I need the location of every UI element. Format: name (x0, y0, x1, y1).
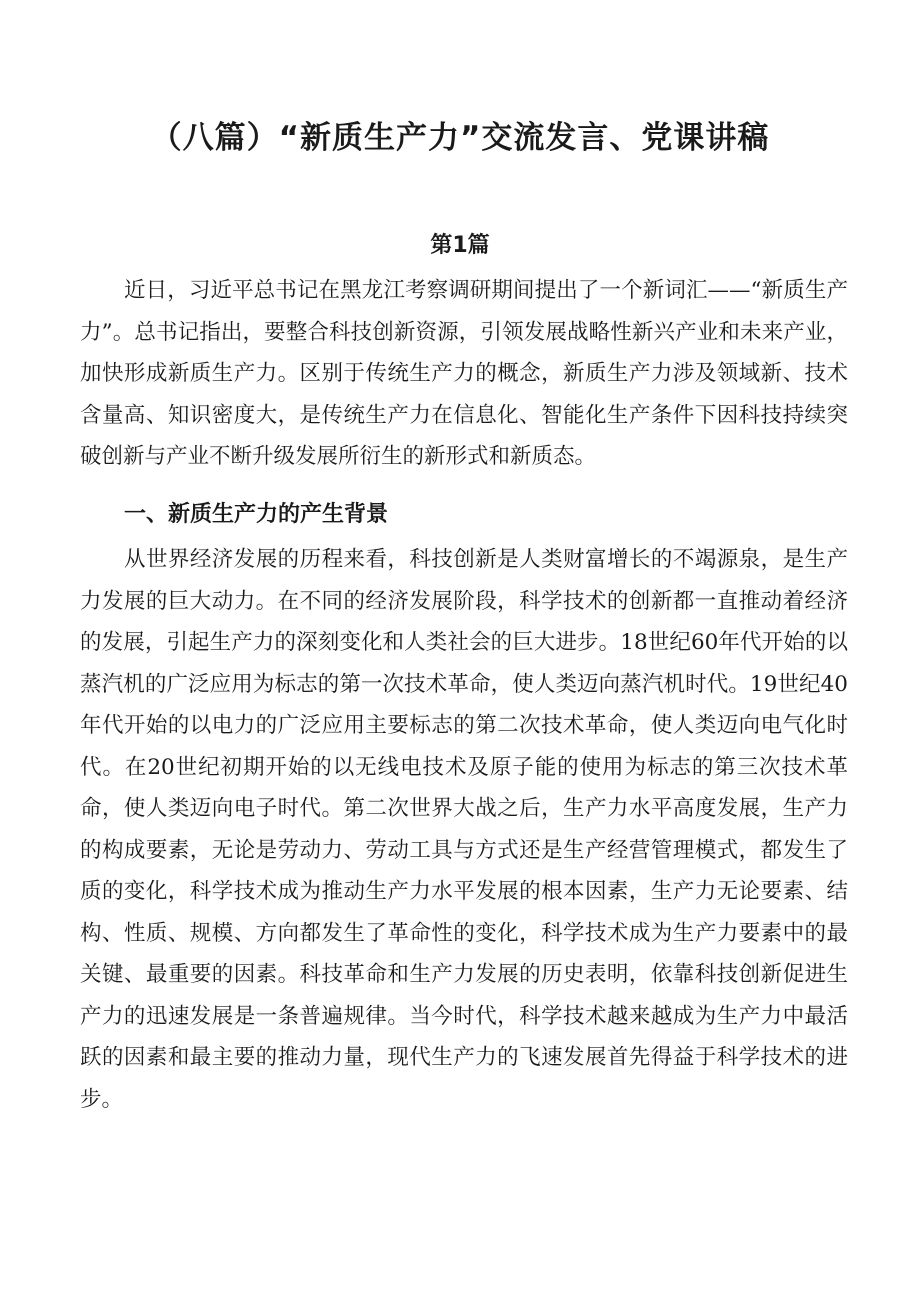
section-label: 第1篇 (430, 233, 490, 258)
paragraph-background: 从世界经济发展的历程来看，科技创新是人类财富增长的不竭源泉，是生产力发展的巨大动力。在不同的经济发展阶段，科学技术的创新都一直推动着经济的发展，引起生产力的深刻变化和人类社会的巨大进步。18世纪60年代开始的以蒸汽机的广泛应用为标志的第一次技术革命，使人类迈向蒸汽机时代。19世纪40年代开始的以电力的广泛应用主要标志的第二次技术革命，使人类迈向电气化时代。在20世纪初期开始的以无线电技术及原子能的使用为标志的第三次技术革命，使人类迈向电子时代。第二次世界大战之后，生产力水平高度发展，生产力的构成要素，无论是劳动力、劳动工具与方式还是生产经营管理模式，都发生了质的变化，科学技术成为推动生产力水平发展的根本因素，生产力无论要素、结构、性质、规模、方向都发生了革命性的变化，科学技术成为生产力要素中的最关键、最重要的因素。科技革命和生产力发展的历史表明，依靠科技创新促进生产力的迅速发展是一条普遍规律。当今时代，科学技术越来越成为生产力中最活跃的因素和最主要的推动力量，现代生产力的飞速发展首先得益于科学技术的进步。 (80, 547, 848, 1112)
heading-background: 一、新质生产力的产生背景 (124, 502, 389, 527)
document-title: （八篇）“新质生产力”交流发言、党课讲稿 (150, 120, 770, 156)
paragraph-intro: 近日，习近平总书记在黑龙江考察调研期间提出了一个新词汇——“新质生产力”。总书记指出，要整合科技创新资源，引领发展战略性新兴产业和未来产业，加快形成新质生产力。区别于传统生产力的概念，新质生产力涉及领域新、技术含量高、知识密度大，是传统生产力在信息化、智能化生产条件下因科技持续突破创新与产业不断升级发展所衍生的新形式和新质态。 (80, 278, 848, 469)
